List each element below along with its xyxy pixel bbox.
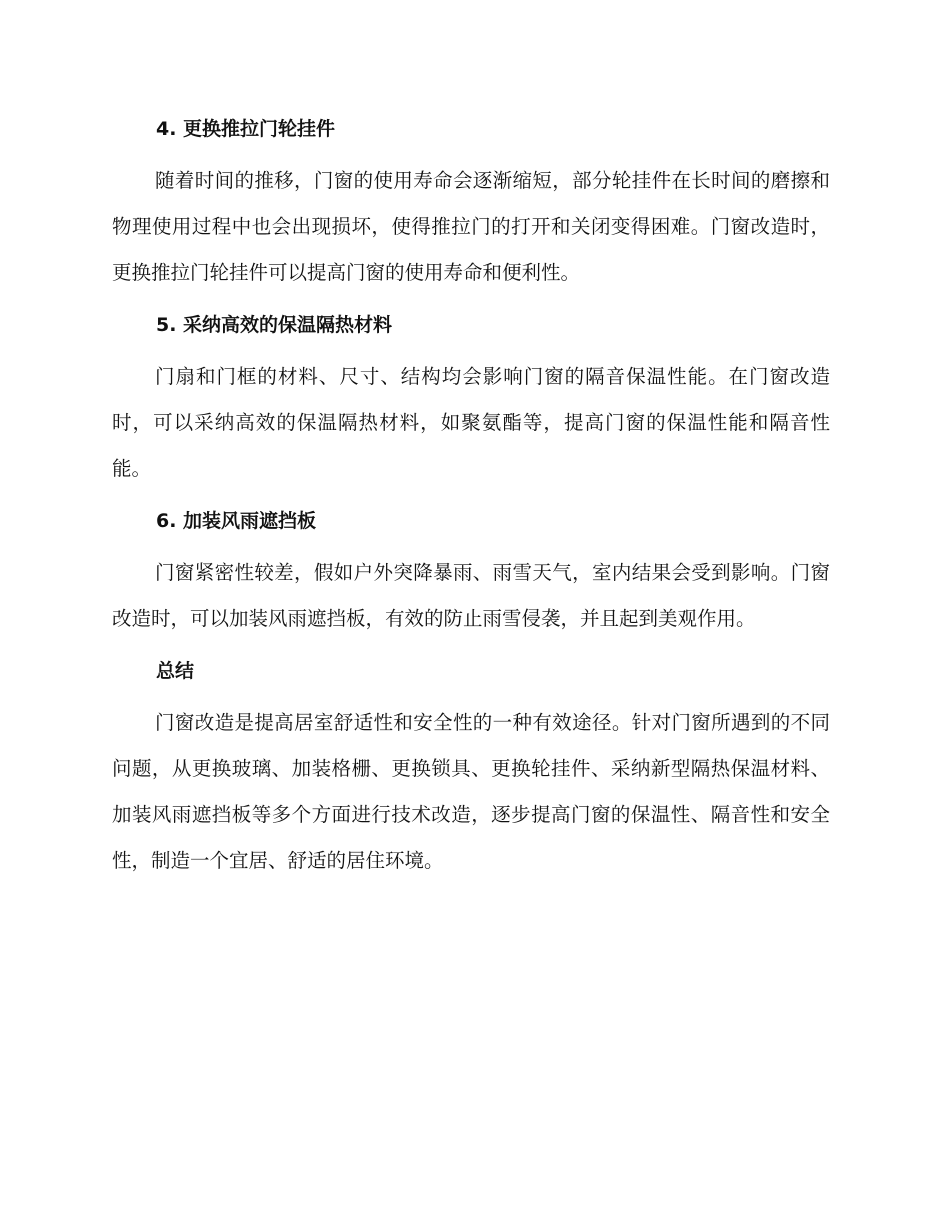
section-paragraph-weather-shield: 门窗紧密性较差，假如户外突降暴雨、雨雪天气，室内结果会受到影响。门窗改造时，可以加装风雨遮挡板，有效的防止雨雪侵袭，并且起到美观作用。 — [112, 561, 830, 630]
section-heading-replace-sliding-door-wheels: 4. 更换推拉门轮挂件 — [156, 118, 336, 140]
section-heading-insulation-materials: 5. 采纳高效的保温隔热材料 — [156, 314, 393, 336]
section-heading-weather-shield: 6. 加装风雨遮挡板 — [156, 510, 317, 532]
section-paragraph-insulation-materials: 门扇和门框的材料、尺寸、结构均会影响门窗的隔音保温性能。在门窗改造时，可以采纳高效的保温隔热材料，如聚氨酯等，提高门窗的保温性能和隔音性能。 — [112, 365, 830, 480]
document-body — [112, 112, 830, 896]
section-heading-summary: 总结 — [156, 660, 195, 682]
section-paragraph-summary: 门窗改造是提高居室舒适性和安全性的一种有效途径。针对门窗所遇到的不同问题，从更换玻璃、加装格栅、更换锁具、更换轮挂件、采纳新型隔热保温材料、加装风雨遮挡板等多个方面进行技术改造，逐步提高门窗的保温性、隔音性和安全性，制造一个宜居、舒适的居住环境。 — [112, 711, 830, 872]
section-paragraph-replace-sliding-door-wheels: 随着时间的推移，门窗的使用寿命会逐渐缩短，部分轮挂件在长时间的磨擦和物理使用过程中也会出现损坏，使得推拉门的打开和关闭变得困难。门窗改造时，更换推拉门轮挂件可以提高门窗的使用寿命和便利性。 — [112, 169, 830, 284]
